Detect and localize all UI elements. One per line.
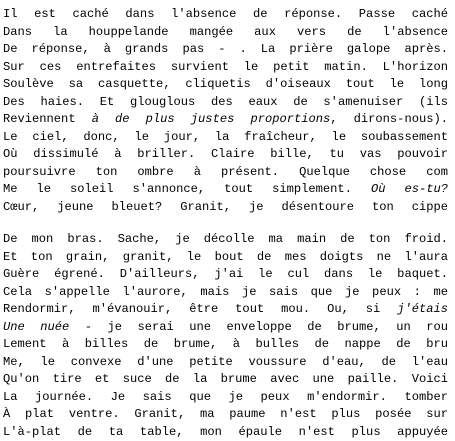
text-segment: Il est caché dans l'absence de réponse. Passe caché <box>3 7 448 21</box>
text-segment: Cœur, jeune bleuet? Granit, je désentoure ton cippe <box>3 200 448 214</box>
text-segment: La journée. Je sais que je peux m'endormir. tomber <box>3 390 448 404</box>
text-segment: À plat ventre. Granit, ma paume n'est plus posée sur <box>3 407 448 421</box>
text-line <box>3 231 448 249</box>
text-segment: , dirons-nous). <box>330 112 448 126</box>
text-segment: L'à-plat de ta table, mon épaule n'est plus appuyée <box>3 425 448 439</box>
text-segment: - je serai une enveloppe de brume, un rou <box>69 320 448 334</box>
text-line <box>3 146 448 164</box>
text-line <box>3 6 448 24</box>
text-segment: Le ciel, donc, le jour, la fraîcheur, le soubassement <box>3 130 448 144</box>
italic-text-segment: Où es-tu? <box>371 182 448 196</box>
text-line <box>3 266 448 284</box>
text-line <box>3 249 448 267</box>
text-segment: Sur ces entrefaites survient le petit matin. L'horizon <box>3 60 448 74</box>
text-line <box>3 406 448 424</box>
text-segment: Me, le convexe d'une petite voussure d'eau, de l'eau <box>3 355 448 369</box>
text-segment: Où dissimulé à briller. Claire bille, tu vas pouvoir <box>3 147 448 161</box>
text-segment: Dans la houppelande mangée aux vers de l'absence <box>3 25 448 39</box>
text-line <box>3 284 448 302</box>
text-line <box>3 389 448 407</box>
text-segment: poursuivre ton ombre à présent. Quelque chose com <box>3 165 448 179</box>
text-segment: Guère égrené. D'ailleurs, j'ai le cul dans le baquet. <box>3 267 448 281</box>
text-line <box>3 301 448 319</box>
text-segment: Et ton grain, granit, le bout de mes doigts ne l'aura <box>3 250 448 264</box>
text-segment: De réponse, à grands pas - . La prière galope après. <box>3 42 448 56</box>
text-segment: Des haies. Et glouglous des eaux de s'amenuiser (ils <box>3 95 448 109</box>
text-line <box>3 424 448 441</box>
text-line <box>3 59 448 77</box>
text-segment: Me le soleil s'annonce, tout simplement. <box>3 182 371 196</box>
italic-text-segment: Une nuée <box>3 320 69 334</box>
text-line <box>3 129 448 147</box>
text-segment: De mon bras. Sache, je décolle ma main de ton froid. <box>3 232 448 246</box>
text-segment: Cela s'appelle l'aurore, mais je sais que je peux : me <box>3 285 448 299</box>
paragraph-1 <box>3 6 448 216</box>
text-line <box>3 181 448 199</box>
text-line <box>3 199 448 217</box>
italic-text-segment: à de plus justes proportions <box>92 112 331 126</box>
text-segment: Lement à billes de brume, à bulles de nappe de bru <box>3 337 448 351</box>
text-line <box>3 371 448 389</box>
text-line <box>3 94 448 112</box>
paragraph-2 <box>3 231 448 441</box>
text-line <box>3 76 448 94</box>
text-line <box>3 24 448 42</box>
text-segment: Qu'on tire et suce de la brume avec une paille. Voici <box>3 372 448 386</box>
text-line <box>3 336 448 354</box>
text-line <box>3 354 448 372</box>
text-line <box>3 164 448 182</box>
text-line <box>3 111 448 129</box>
text-line <box>3 41 448 59</box>
text-line <box>3 319 448 337</box>
italic-text-segment: j'étais <box>397 302 448 316</box>
text-segment: Reviennent <box>3 112 92 126</box>
text-segment: Soulève sa casquette, cliquetis d'oiseaux tout le long <box>3 77 448 91</box>
text-segment: Rendormir, m'évanouir, être tout mou. Ou, si <box>3 302 397 316</box>
